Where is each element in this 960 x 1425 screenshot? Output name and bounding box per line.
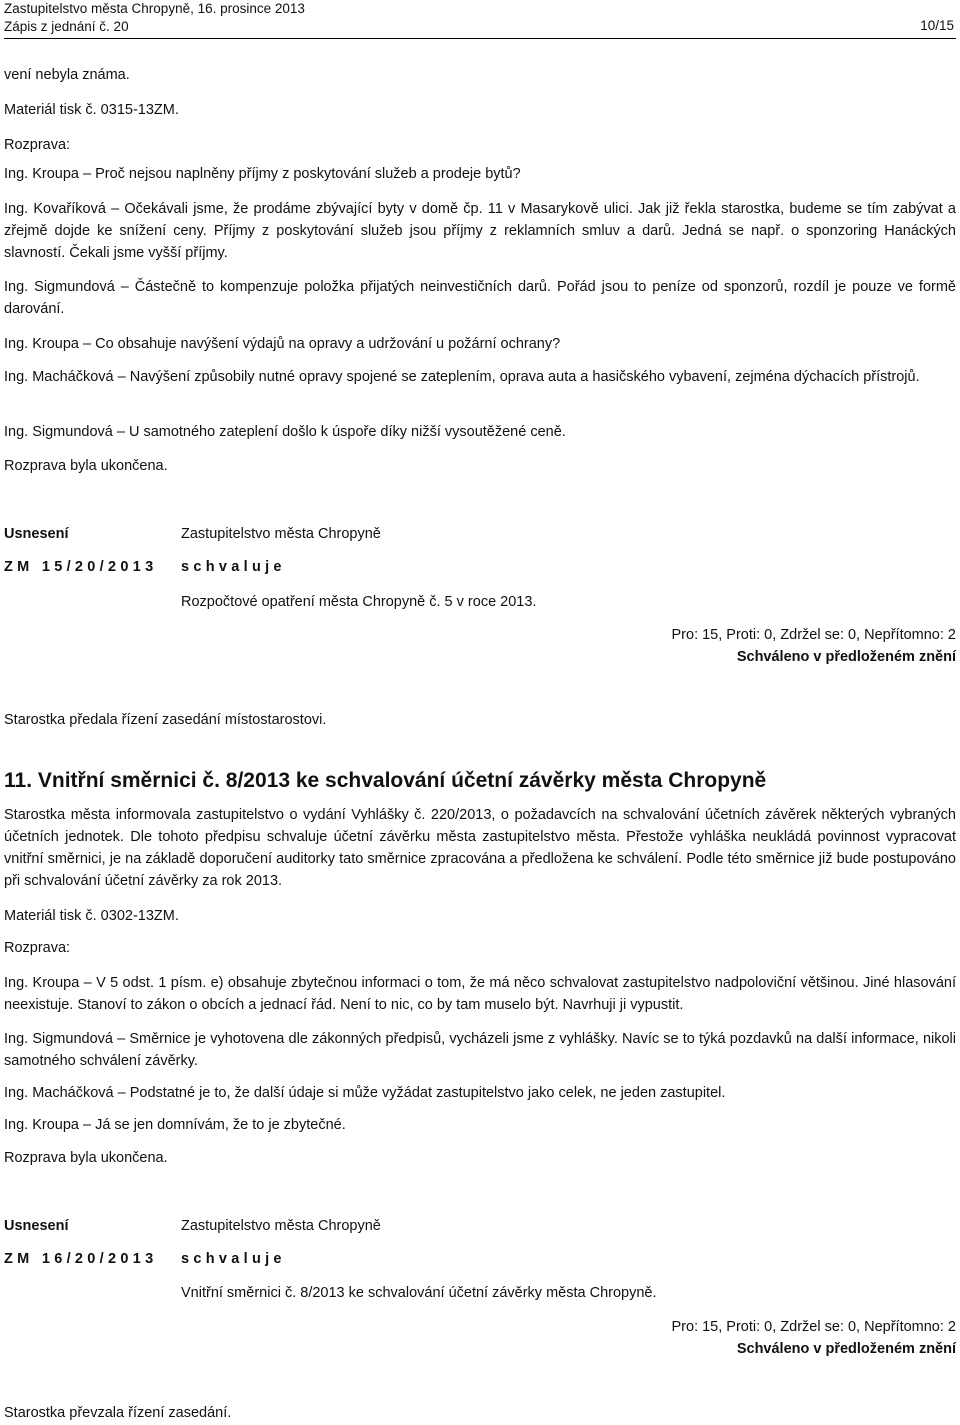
resolution-text: Rozpočtové opatření města Chropyně č. 5 v roce 2013. (181, 594, 537, 610)
paragraph: Rozprava: (4, 940, 71, 956)
paragraph: Rozprava byla ukončena. (4, 1150, 168, 1166)
paragraph: Starostka převzala řízení zasedání. (4, 1405, 232, 1421)
paragraph: Ing. Kovaříková – Očekávali jsme, že prodáme zbývající byty v domě čp. 11 v Masarykově ulici. Jak již řekla starostka, budeme se tím zabývat a zřejmě dojde ke snížení ceny. Příjmy z poskytování služeb jsou příjmy z reklamních smluv a darů. Jedná se např. o sponzoring Hanáckých slavností. Čekali jsme vyšší příjmy. (4, 201, 956, 261)
paragraph: Starostka města informovala zastupitelstvo o vydání Vyhlášky č. 220/2013, o požadavcích na schvalování účetních závěrek některých vybraných účetních jednotek. Dle tohoto předpisu schvaluje účetní závěrku města zastupitelstvo města. Přestože vyhláška neukládá povinnost vypracovat vnitřní směrnici, je na základě doporučení auditorky tato směrnice zpracována a předložena ke schválení. Podle této směrnice již bude postupováno při schvalování účetní závěrky za rok 2013. (4, 807, 956, 889)
resolution-number: ZM 16/20/2013 (4, 1251, 158, 1267)
header-rule (4, 38, 956, 39)
vote-result: Pro: 15, Proti: 0, Zdržel se: 0, Nepřítomno: 2 (671, 1319, 956, 1335)
page-number: 10/15 (920, 18, 954, 33)
paragraph: Ing. Sigmundová – Částečně to kompenzuje položka přijatých neinvestičních darů. Pořád jsou to peníze od sponzorů, rozdíl je pouze ve formě darování. (4, 279, 956, 317)
paragraph: Rozprava byla ukončena. (4, 458, 168, 474)
paragraph: Materiál tisk č. 0302-13ZM. (4, 908, 179, 924)
approval-status: Schváleno v předloženém znění (736, 1341, 956, 1357)
resolution-text: Vnitřní směrnici č. 8/2013 ke schvalování účetní závěrky města Chropyně. (181, 1285, 657, 1301)
section-heading: 11. Vnitřní směrnici č. 8/2013 ke schvalování účetní závěrky města Chropyně (4, 769, 767, 792)
resolution-body: Zastupitelstvo města Chropyně (181, 1218, 381, 1234)
resolution-verb: schvaluje (181, 1251, 286, 1267)
resolution-label: Usnesení (4, 1218, 69, 1234)
paragraph: Ing. Macháčková – Podstatné je to, že další údaje si může vyžádat zastupitelstvo jako celek, ne jeden zastupitel. (4, 1085, 726, 1101)
paragraph: Ing. Kroupa – Já se jen domnívám, že to je zbytečné. (4, 1117, 346, 1133)
resolution-body: Zastupitelstvo města Chropyně (181, 526, 381, 542)
resolution-number: ZM 15/20/2013 (4, 559, 158, 575)
paragraph: Starostka předala řízení zasedání místostarostovi. (4, 712, 327, 728)
paragraph: Ing. Sigmundová – U samotného zateplení došlo k úspoře díky nižší vysoutěžené ceně. (4, 424, 566, 440)
approval-status: Schváleno v předloženém znění (736, 649, 956, 665)
resolution-verb: schvaluje (181, 559, 286, 575)
paragraph: Materiál tisk č. 0315-13ZM. (4, 102, 179, 118)
paragraph: vení nebyla známa. (4, 67, 130, 83)
vote-result: Pro: 15, Proti: 0, Zdržel se: 0, Nepřítomno: 2 (671, 627, 956, 643)
paragraph: Ing. Macháčková – Navýšení způsobily nutné opravy spojené se zateplením, oprava auta a hasičského vybavení, zejména dýchacích přístrojů. (4, 369, 920, 385)
header-title: Zastupitelstvo města Chropyně, 16. prosince 2013 (4, 1, 305, 16)
paragraph: Ing. Kroupa – Co obsahuje navýšení výdajů na opravy a udržování u požární ochrany? (4, 336, 561, 352)
paragraph: Ing. Sigmundová – Směrnice je vyhotovena dle zákonných předpisů, vycházeli jsme z vyhlášky. Navíc se to týká pozdavků na další informace, nikoli samotného schválení závěrky. (4, 1031, 956, 1069)
paragraph: Ing. Kroupa – V 5 odst. 1 písm. e) obsahuje zbytečnou informaci o tom, že má něco schvalovat zastupitelstvo nadpoloviční většinou. Jiné hlasování neexistuje. Stanoví to zákon o obcích a jednací řád. Není to nic, co by tam muselo být. Navrhuji ji vypustit. (4, 975, 956, 1013)
paragraph: Rozprava: (4, 137, 71, 153)
paragraph: Ing. Kroupa – Proč nejsou naplněny příjmy z poskytování služeb a prodeje bytů? (4, 166, 521, 182)
header-subtitle: Zápis z jednání č. 20 (4, 19, 129, 34)
resolution-label: Usnesení (4, 526, 69, 542)
